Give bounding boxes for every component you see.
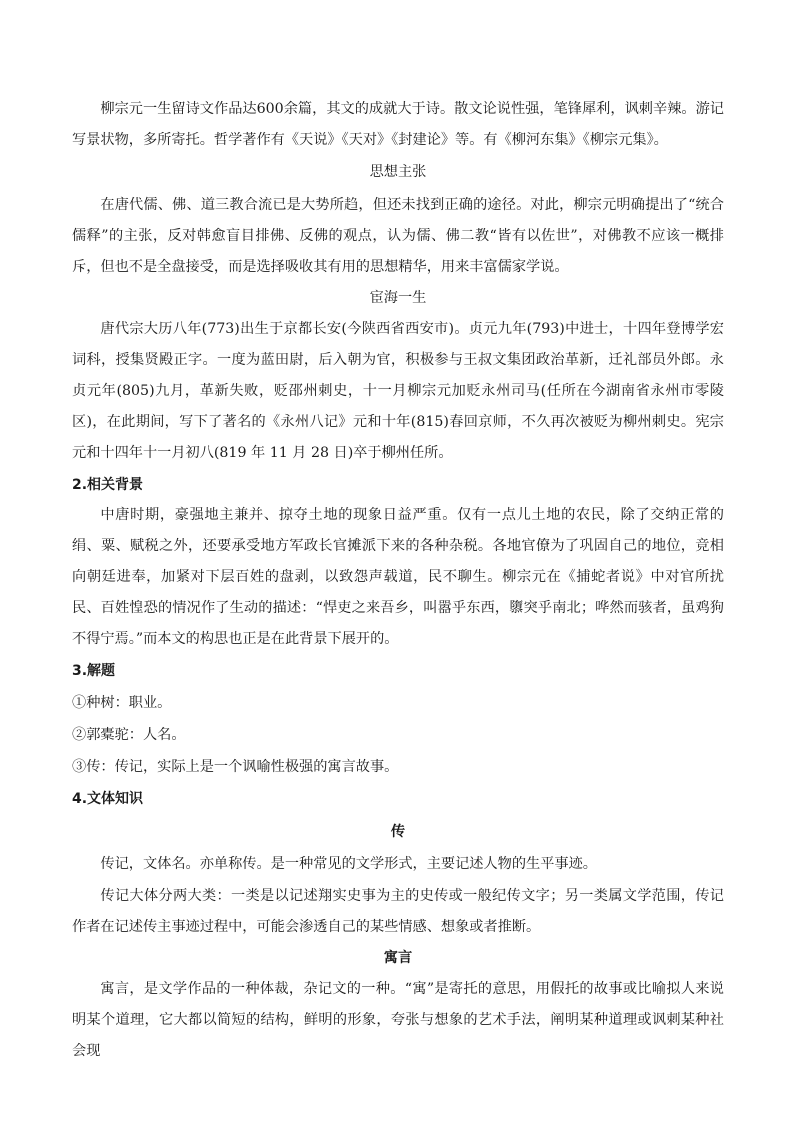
list-item: ①种树：职业。 <box>72 695 172 711</box>
subheading-career: 宦海一生 <box>369 290 427 306</box>
list-item: ②郭橐驼：人名。 <box>72 727 186 743</box>
subheading-fable: 寓言 <box>383 950 413 966</box>
paragraph-background: 中唐时期，豪强地主兼并、掠夺土地的现象日益严重。仅有一点儿土地的农民，除了交纳正常的绢、粟、赋税之外，还要承受地方军政长官摊派下来的各种杂税。各地官僚为了巩固自己的地位，竞相向朝廷进奉，加紧对下层百姓的盘剥，以致怨声载道，民不聊生。柳宗元在《捕蛇者说》中对官所扰民、百姓惶恐的情况作了生动的描述：“悍吏之来吾乡，叫嚣乎东西，隳突乎南北；哗然而骇者，虽鸡狗不得宁焉。”而本文的构思也正是在此背景下展开的。 <box>72 507 724 647</box>
paragraph-works: 柳宗元一生留诗文作品达600余篇，其文的成就大于诗。散文论说性强，笔锋犀利，讽刺辛辣。游记写景状物，多所寄托。哲学著作有《天说》《天对》《封建论》等。有《柳河东集》《柳宗元集》。 <box>72 101 724 148</box>
heading-background: 2.相关背景 <box>72 477 144 493</box>
list-item: ③传：传记，实际上是一个讽喻性极强的寓言故事。 <box>72 759 399 775</box>
heading-genre: 4.文体知识 <box>72 791 144 807</box>
subheading-thought: 思想主张 <box>369 164 427 180</box>
paragraph-biography-types: 传记大体分两大类：一类是以记述翔实史事为主的史传或一般纪传文字；另一类属文学范围，传记作者在记述传主事迹过程中，可能会渗透自己的某些情感、想象或者推断。 <box>72 888 724 935</box>
heading-title-explanation: 3.解题 <box>72 663 116 679</box>
paragraph-thought: 在唐代儒、佛、道三教合流已是大势所趋，但还未找到正确的途径。对此，柳宗元明确提出了“统合儒释”的主张，反对韩愈盲目排佛、反佛的观点，认为儒、佛二教“皆有以佐世”，对佛教不应该一概排斥，但也不是全盘接受，而是选择吸收其有用的思想精华，用来丰富儒家学说。 <box>72 197 724 275</box>
paragraph-biography-definition: 传记，文体名。亦单称传。是一种常见的文学形式，主要记述人物的生平事迹。 <box>100 856 597 872</box>
subheading-biography: 传 <box>390 824 406 840</box>
paragraph-career: 唐代宗大历八年(773)出生于京都长安(今陕西省西安市)。贞元九年(793)中进士，十四年登博学宏词科，授集贤殿正字。一度为蓝田尉，后入朝为官，积极参与王叔文集团政治革新，迁礼部员外郎。永贞元年(805)九月，革新失败，贬邵州刺史，十一月柳宗元加贬永州司马(任所在今湖南省永州市零陵区)，在此期间，写下了著名的《永州八记》元和十年(815)春回京师，不久再次被贬为柳州刺史。宪宗元和十四年十一月初八(819 年 11 月 28 日)卒于柳州任所。 <box>72 321 724 461</box>
paragraph-fable: 寓言，是文学作品的一种体裁，杂记文的一种。“寓”是寄托的意思，用假托的故事或比喻拟人来说明某个道理，它大都以简短的结构，鲜明的形象，夸张与想象的艺术手法，阐明某种道理或讽刺某种社会现 <box>72 981 724 1059</box>
